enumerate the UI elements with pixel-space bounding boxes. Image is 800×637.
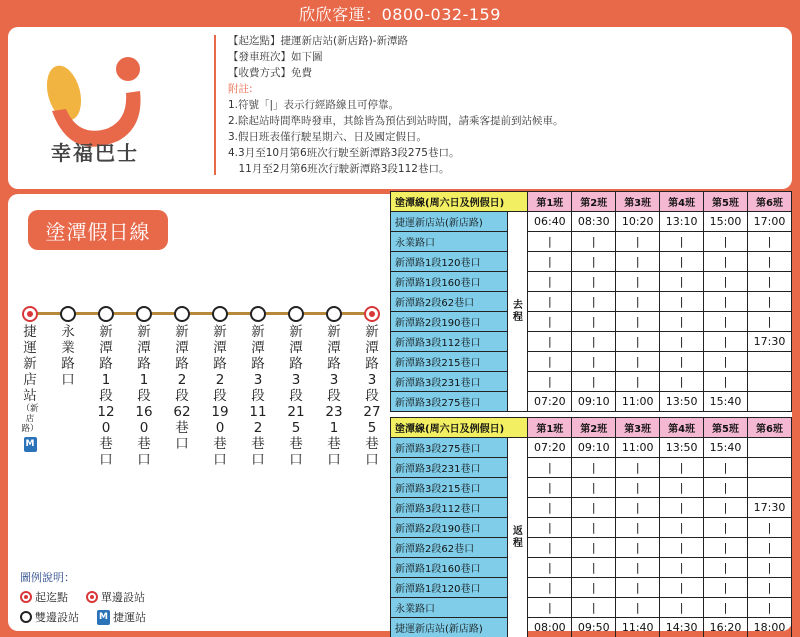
table-row (391, 372, 792, 392)
stop-marker (136, 306, 152, 322)
time-cell: | (616, 558, 660, 578)
time-cell: | (528, 272, 572, 292)
time-cell: | (747, 558, 791, 578)
terminal-stop-icon (20, 591, 32, 603)
stop-marker (326, 306, 342, 322)
time-cell: | (704, 252, 748, 272)
stop-name-text: 新潭路3段275巷口 (363, 324, 381, 468)
stop-marker (212, 306, 228, 322)
stop-cell: 永業路口 (391, 232, 508, 252)
time-cell: | (704, 478, 748, 498)
time-cell: | (660, 578, 704, 598)
time-cell: | (528, 458, 572, 478)
time-cell: 06:40 (528, 212, 572, 232)
time-cell: | (704, 312, 748, 332)
time-cell: | (660, 372, 704, 392)
stop-marker (60, 306, 76, 322)
mrt-icon: M (97, 610, 110, 625)
time-cell: 11:40 (616, 618, 660, 637)
info-panel (8, 27, 792, 189)
time-cell: | (704, 292, 748, 312)
table-row (391, 598, 792, 618)
time-cell: | (747, 598, 791, 618)
table-row (391, 292, 792, 312)
stop-name-text: 新潭路1段160巷口 (135, 324, 153, 468)
time-cell: | (704, 232, 748, 252)
stop-cell: 新潭路2段62巷口 (391, 538, 508, 558)
time-cell: | (572, 598, 616, 618)
time-cell: | (660, 272, 704, 292)
time-cell: | (616, 312, 660, 332)
table-row (391, 538, 792, 558)
stop-cell: 新潭路3段275巷口 (391, 392, 508, 412)
time-cell: | (528, 292, 572, 312)
timetable-header-label: 塗潭線(周六日及例假日) (391, 192, 528, 212)
time-cell: | (572, 232, 616, 252)
divider (214, 35, 216, 175)
time-cell: | (616, 598, 660, 618)
stop-cell: 新潭路1段120巷口 (391, 578, 508, 598)
stop-marker (174, 306, 190, 322)
stop-name (58, 324, 78, 388)
time-cell: | (704, 518, 748, 538)
stop-name-text: 新潭路3段231巷口 (325, 324, 343, 468)
table-row (391, 458, 792, 478)
header-title: 欣欣客運：0800-032-159 (299, 5, 501, 24)
time-cell: | (660, 458, 704, 478)
time-cell: | (572, 252, 616, 272)
time-cell: | (572, 518, 616, 538)
table-row (391, 478, 792, 498)
time-cell: | (528, 558, 572, 578)
time-cell (747, 392, 791, 412)
stop-name (210, 324, 230, 468)
time-cell: 18:00 (747, 618, 791, 637)
bus-number-header: 第4班 (660, 192, 704, 212)
time-cell: | (660, 292, 704, 312)
time-cell: | (572, 558, 616, 578)
stop-cell: 新潭路3段112巷口 (391, 332, 508, 352)
table-row (391, 272, 792, 292)
info-notes-label: 附註: (228, 83, 253, 95)
time-cell: | (616, 372, 660, 392)
legend-double (20, 609, 79, 625)
info-note: 4.3月至10月第6班次行駛至新潭路3段275巷口。 (228, 147, 460, 159)
bus-number-header: 第1班 (528, 418, 572, 438)
time-cell: | (572, 578, 616, 598)
bus-number-header: 第3班 (616, 418, 660, 438)
time-cell: | (528, 478, 572, 498)
stop-marker (98, 306, 114, 322)
mrt-icon: M (24, 437, 37, 452)
time-cell: | (616, 252, 660, 272)
time-cell: 13:10 (660, 212, 704, 232)
time-cell: | (572, 478, 616, 498)
time-cell: | (660, 598, 704, 618)
stop-name-text: 新潭路2段190巷口 (211, 324, 229, 468)
terminal-stop-marker (22, 306, 38, 322)
legend-terminal (20, 589, 68, 605)
time-cell: 13:50 (660, 392, 704, 412)
time-cell (747, 372, 791, 392)
legend-title: 圖例說明： (20, 571, 75, 584)
stop-name (362, 324, 382, 468)
time-cell: | (660, 232, 704, 252)
time-cell: 15:40 (704, 438, 748, 458)
info-note: 1.符號「|」表示行經路線且可停靠。 (228, 99, 400, 111)
time-cell: 17:30 (747, 498, 791, 518)
table-row (391, 332, 792, 352)
stop-cell: 新潭路3段231巷口 (391, 372, 508, 392)
time-cell: | (572, 458, 616, 478)
time-cell: | (528, 498, 572, 518)
legend (20, 569, 146, 625)
time-cell: | (747, 232, 791, 252)
route-info (228, 33, 564, 177)
time-cell: | (528, 518, 572, 538)
time-cell: | (572, 538, 616, 558)
time-cell: | (660, 252, 704, 272)
legend-mrt (97, 609, 146, 625)
time-cell: | (704, 598, 748, 618)
time-cell: | (660, 312, 704, 332)
stop-name (134, 324, 154, 468)
time-cell: | (660, 332, 704, 352)
time-cell: 15:40 (704, 392, 748, 412)
bus-number-header: 第3班 (616, 192, 660, 212)
time-cell: | (704, 498, 748, 518)
info-note: 3.假日班表僅行駛星期六、日及國定假日。 (228, 131, 428, 143)
stop-name (248, 324, 268, 468)
stop-cell: 新潭路1段160巷口 (391, 558, 508, 578)
stop-name (172, 324, 192, 452)
timetable-outbound (390, 191, 792, 412)
time-cell: | (616, 272, 660, 292)
stop-cell: 新潭路3段275巷口 (391, 438, 508, 458)
stop-name-text: 永業路口 (61, 324, 75, 388)
bus-number-header: 第6班 (747, 192, 791, 212)
time-cell: | (660, 538, 704, 558)
time-cell: | (528, 372, 572, 392)
time-cell: | (616, 478, 660, 498)
time-cell: | (528, 312, 572, 332)
time-cell: | (528, 252, 572, 272)
time-cell: | (704, 538, 748, 558)
time-cell: | (528, 578, 572, 598)
table-row (391, 578, 792, 598)
direction-cell: 去 程 (508, 212, 528, 412)
time-cell: 17:30 (747, 332, 791, 352)
info-note: 11月至2月第6班次行駛新潭路3段112巷口。 (228, 163, 450, 175)
time-cell: | (747, 578, 791, 598)
time-cell: 10:20 (616, 212, 660, 232)
terminal-stop-marker (364, 306, 380, 322)
time-cell (747, 478, 791, 498)
time-cell: 07:20 (528, 392, 572, 412)
stop-cell: 新潭路3段215巷口 (391, 478, 508, 498)
table-row (391, 558, 792, 578)
bus-number-header: 第4班 (660, 418, 704, 438)
time-cell: | (572, 352, 616, 372)
stop-name (20, 324, 40, 452)
table-row (391, 252, 792, 272)
time-cell: 17:00 (747, 212, 791, 232)
stop-name-text: 新潭路2段62巷口 (173, 324, 191, 452)
time-cell: | (747, 518, 791, 538)
time-cell: | (747, 538, 791, 558)
timetable-return (390, 417, 792, 637)
time-cell (747, 438, 791, 458)
timetable-header-label: 塗潭線(周六日及例假日) (391, 418, 528, 438)
time-cell: 09:10 (572, 392, 616, 412)
table-row (391, 518, 792, 538)
stop-name (286, 324, 306, 468)
time-cell: | (528, 332, 572, 352)
info-start-end: 【起迄點】捷運新店站(新店路)-新潭路 (228, 35, 408, 47)
time-cell: | (660, 478, 704, 498)
time-cell: | (616, 458, 660, 478)
time-cell: | (704, 272, 748, 292)
legend-terminal-label: 起迄點 (35, 591, 68, 604)
time-cell: 14:30 (660, 618, 704, 637)
route-name-badge: 塗潭假日線 (28, 210, 168, 250)
info-fare: 【收費方式】免費 (228, 67, 312, 79)
stop-cell: 永業路口 (391, 598, 508, 618)
stop-marker (288, 306, 304, 322)
table-row (391, 498, 792, 518)
stop-cell: 新潭路1段160巷口 (391, 272, 508, 292)
legend-double-label: 雙邊設站 (35, 611, 79, 624)
time-cell (747, 352, 791, 372)
table-row (391, 312, 792, 332)
time-cell: | (528, 352, 572, 372)
info-note: 2.除起站時間準時發車，其餘皆為預估到站時間，請乘客提前到站候車。 (228, 115, 564, 127)
time-cell: 13:50 (660, 438, 704, 458)
stop-sub-text: （新店路） (21, 404, 39, 434)
table-row (391, 212, 792, 232)
time-cell: | (704, 458, 748, 478)
table-row (391, 232, 792, 252)
stop-cell: 新潭路3段215巷口 (391, 352, 508, 372)
time-cell: 15:00 (704, 212, 748, 232)
legend-mrt-label: 捷運站 (113, 611, 146, 624)
time-cell: | (616, 578, 660, 598)
time-cell: | (528, 232, 572, 252)
table-row (391, 618, 792, 637)
legend-single-label: 單邊設站 (101, 591, 145, 604)
time-cell: | (616, 498, 660, 518)
time-cell: | (704, 332, 748, 352)
time-cell: | (572, 292, 616, 312)
time-cell: | (528, 598, 572, 618)
time-cell: 09:50 (572, 618, 616, 637)
double-side-stop-icon (20, 611, 32, 623)
stop-cell: 新潭路1段120巷口 (391, 252, 508, 272)
time-cell: | (616, 538, 660, 558)
time-cell: | (704, 578, 748, 598)
time-cell: | (572, 332, 616, 352)
info-departure: 【發車班次】如下圖 (228, 51, 323, 63)
time-cell: | (572, 498, 616, 518)
timetable-header-row (391, 192, 792, 212)
table-row (391, 352, 792, 372)
stop-cell: 新潭路2段62巷口 (391, 292, 508, 312)
time-cell: | (572, 312, 616, 332)
time-cell: | (660, 352, 704, 372)
stop-cell: 新潭路2段190巷口 (391, 312, 508, 332)
stop-cell: 新潭路2段190巷口 (391, 518, 508, 538)
table-row (391, 438, 792, 458)
route-panel (8, 194, 792, 635)
stop-name (96, 324, 116, 468)
bus-number-header: 第1班 (528, 192, 572, 212)
stop-marker (250, 306, 266, 322)
time-cell: 16:20 (704, 618, 748, 637)
time-cell: | (616, 292, 660, 312)
bus-number-header: 第5班 (704, 192, 748, 212)
time-cell: 11:00 (616, 438, 660, 458)
time-cell: | (704, 372, 748, 392)
time-cell: | (616, 352, 660, 372)
single-side-stop-icon (86, 591, 98, 603)
time-cell: | (747, 292, 791, 312)
time-cell: | (747, 252, 791, 272)
time-cell: | (747, 272, 791, 292)
timetable-header-row (391, 418, 792, 438)
bus-number-header: 第2班 (572, 418, 616, 438)
time-cell: | (572, 372, 616, 392)
time-cell: 08:00 (528, 618, 572, 637)
brand-name: 幸福巴士 (51, 141, 139, 165)
route-line (30, 312, 372, 315)
time-cell: | (616, 232, 660, 252)
time-cell: | (616, 332, 660, 352)
time-cell: | (660, 558, 704, 578)
legend-single (86, 589, 145, 605)
time-cell: 11:00 (616, 392, 660, 412)
stop-cell: 捷運新店站(新店路) (391, 618, 508, 637)
time-cell: 07:20 (528, 438, 572, 458)
stop-name (324, 324, 344, 468)
stop-name-text: 新潭路1段120巷口 (97, 324, 115, 468)
time-cell: | (704, 558, 748, 578)
direction-cell: 返 程 (508, 438, 528, 637)
time-cell: | (528, 538, 572, 558)
time-cell: 08:30 (572, 212, 616, 232)
time-cell: | (660, 498, 704, 518)
bus-number-header: 第6班 (747, 418, 791, 438)
stop-cell: 捷運新店站(新店路) (391, 212, 508, 232)
time-cell: | (704, 352, 748, 372)
stop-name-text: 新潭路3段112巷口 (249, 324, 267, 468)
table-row (391, 392, 792, 412)
time-cell (747, 458, 791, 478)
time-cell: | (747, 312, 791, 332)
stop-cell: 新潭路3段231巷口 (391, 458, 508, 478)
stop-cell: 新潭路3段112巷口 (391, 498, 508, 518)
stop-name-text: 捷運新店站 (23, 324, 37, 404)
stop-name-text: 新潭路3段215巷口 (287, 324, 305, 468)
bus-number-header: 第5班 (704, 418, 748, 438)
time-cell: | (660, 518, 704, 538)
time-cell: 09:10 (572, 438, 616, 458)
bus-number-header: 第2班 (572, 192, 616, 212)
time-cell: | (572, 272, 616, 292)
time-cell: | (616, 518, 660, 538)
